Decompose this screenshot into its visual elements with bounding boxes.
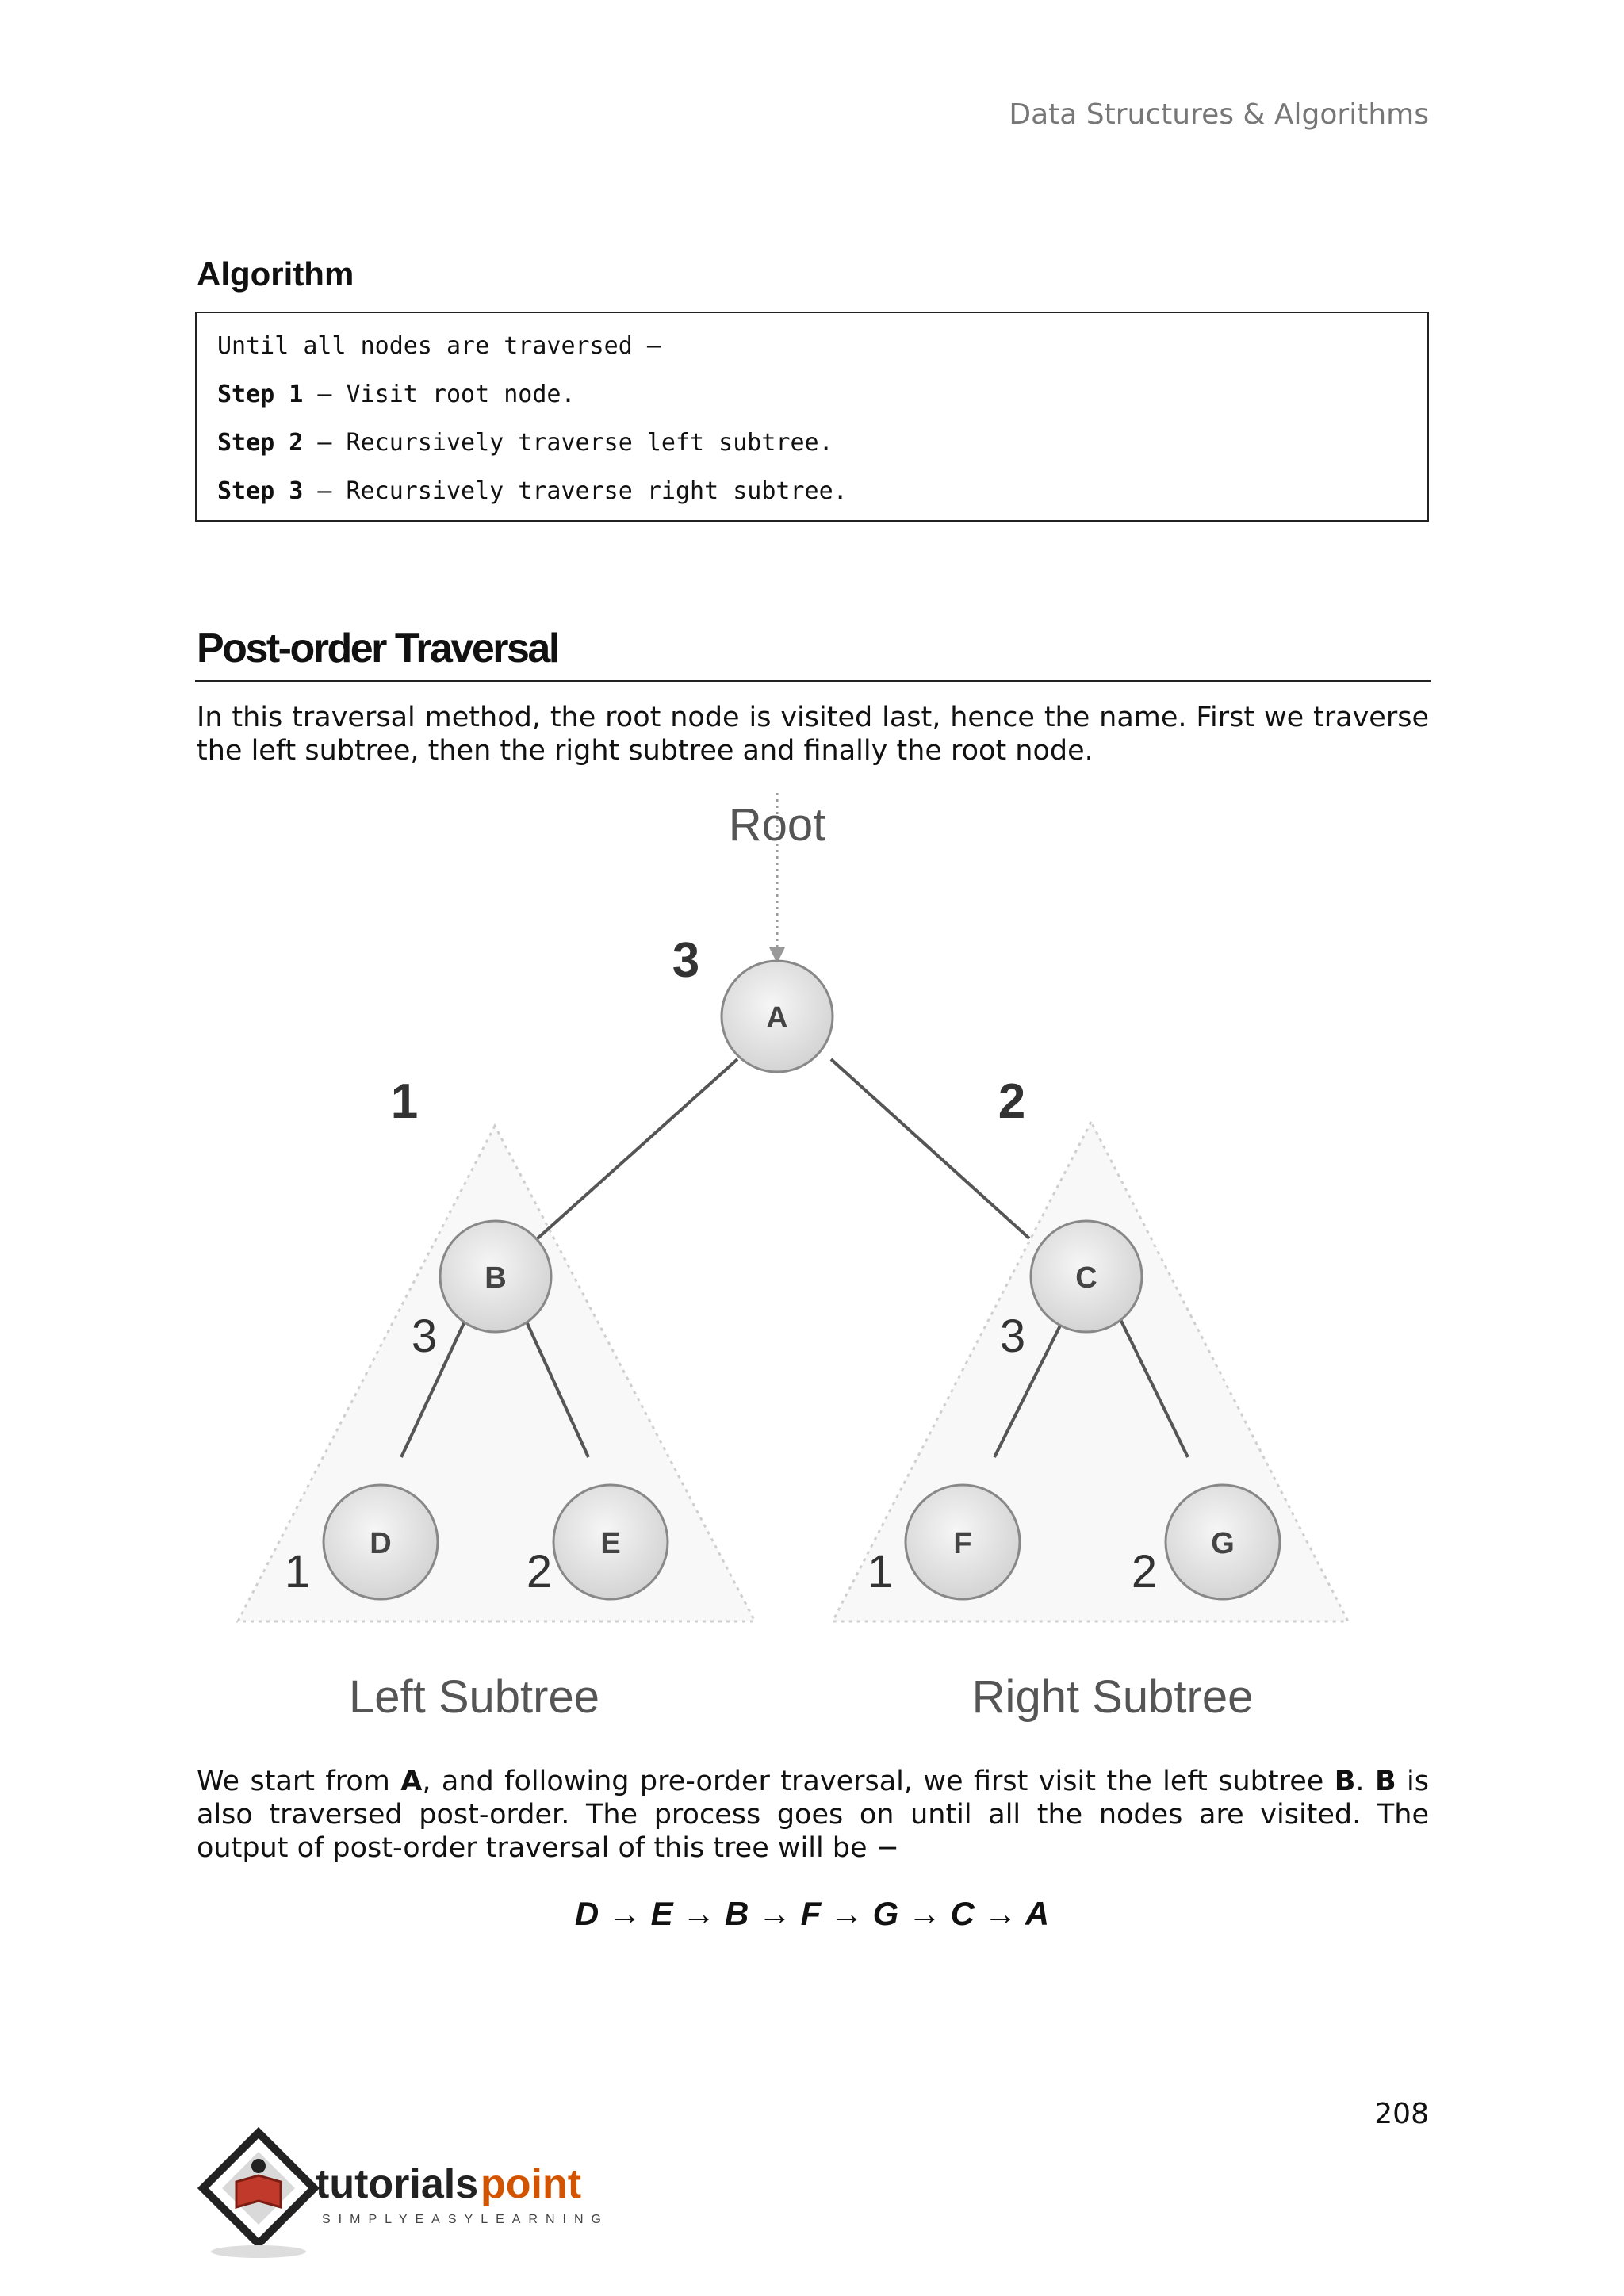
algorithm-line: Until all nodes are traversed – bbox=[217, 332, 661, 360]
explanation-paragraph: We start from A, and following pre-order traversal, we first visit the left subtree B. B is also traversed post-order. The process goes on until all the nodes are visited. The output of post-order traversal of this tree will be − bbox=[197, 1766, 1429, 1864]
heading-rule bbox=[195, 680, 1431, 682]
step-label: Step 3 bbox=[217, 477, 304, 505]
root-label: Root bbox=[728, 799, 826, 851]
node-e-label: E bbox=[600, 1527, 621, 1560]
logo-text-tutorials: tutorials bbox=[316, 2161, 479, 2207]
order-label-c: 3 bbox=[999, 1311, 1026, 1362]
algorithm-heading: Algorithm bbox=[197, 255, 354, 293]
logo-person-head-icon bbox=[251, 2159, 266, 2173]
node-b-label: B bbox=[485, 1261, 507, 1295]
traversal-output-sequence: D → E → B → F → G → C → A bbox=[574, 1895, 1050, 1932]
order-label-root: 3 bbox=[672, 933, 700, 988]
step-label: Step 1 bbox=[217, 381, 304, 408]
node-a-label: A bbox=[766, 1001, 788, 1035]
order-label-g: 2 bbox=[1131, 1546, 1158, 1598]
order-label-b: 3 bbox=[411, 1311, 438, 1362]
logo-tagline: SIMPLYEASYLEARNING bbox=[322, 2213, 609, 2226]
node-g-label: G bbox=[1211, 1527, 1235, 1560]
order-label-left-subtree: 1 bbox=[390, 1074, 419, 1129]
page-number: 208 bbox=[1374, 2098, 1429, 2130]
tree-diagram bbox=[222, 793, 1380, 1744]
order-label-e: 2 bbox=[526, 1546, 553, 1598]
right-subtree-caption: Right Subtree bbox=[971, 1671, 1254, 1723]
step-label: Step 2 bbox=[217, 429, 304, 457]
algorithm-step-2: Step 2 – Recursively traverse left subtree. bbox=[217, 429, 833, 457]
algorithm-step-3: Step 3 – Recursively traverse right subtree. bbox=[217, 477, 848, 505]
left-subtree-triangle bbox=[238, 1126, 755, 1621]
algorithm-step-1: Step 1 – Visit root node. bbox=[217, 381, 576, 408]
running-header: Data Structures & Algorithms bbox=[1009, 98, 1429, 131]
node-d-label: D bbox=[370, 1527, 392, 1560]
order-label-d: 1 bbox=[284, 1546, 311, 1598]
node-c-label: C bbox=[1075, 1261, 1097, 1295]
tutorialspoint-logo bbox=[195, 2125, 639, 2267]
order-label-right-subtree: 2 bbox=[998, 1074, 1026, 1129]
post-order-heading: Post-order Traversal bbox=[197, 626, 558, 672]
logo-text-point: point bbox=[481, 2161, 582, 2207]
logo-base-shadow bbox=[211, 2245, 306, 2258]
algorithm-code-box bbox=[195, 312, 1429, 522]
node-f-label: F bbox=[953, 1527, 972, 1560]
edge-a-b bbox=[538, 1059, 737, 1238]
intro-paragraph: In this traversal method, the root node is visited last, hence the name. First we traverse the left subtree, then the right subtree and finally the root node. bbox=[197, 702, 1429, 767]
left-subtree-caption: Left Subtree bbox=[349, 1671, 599, 1723]
order-label-f: 1 bbox=[867, 1546, 894, 1598]
